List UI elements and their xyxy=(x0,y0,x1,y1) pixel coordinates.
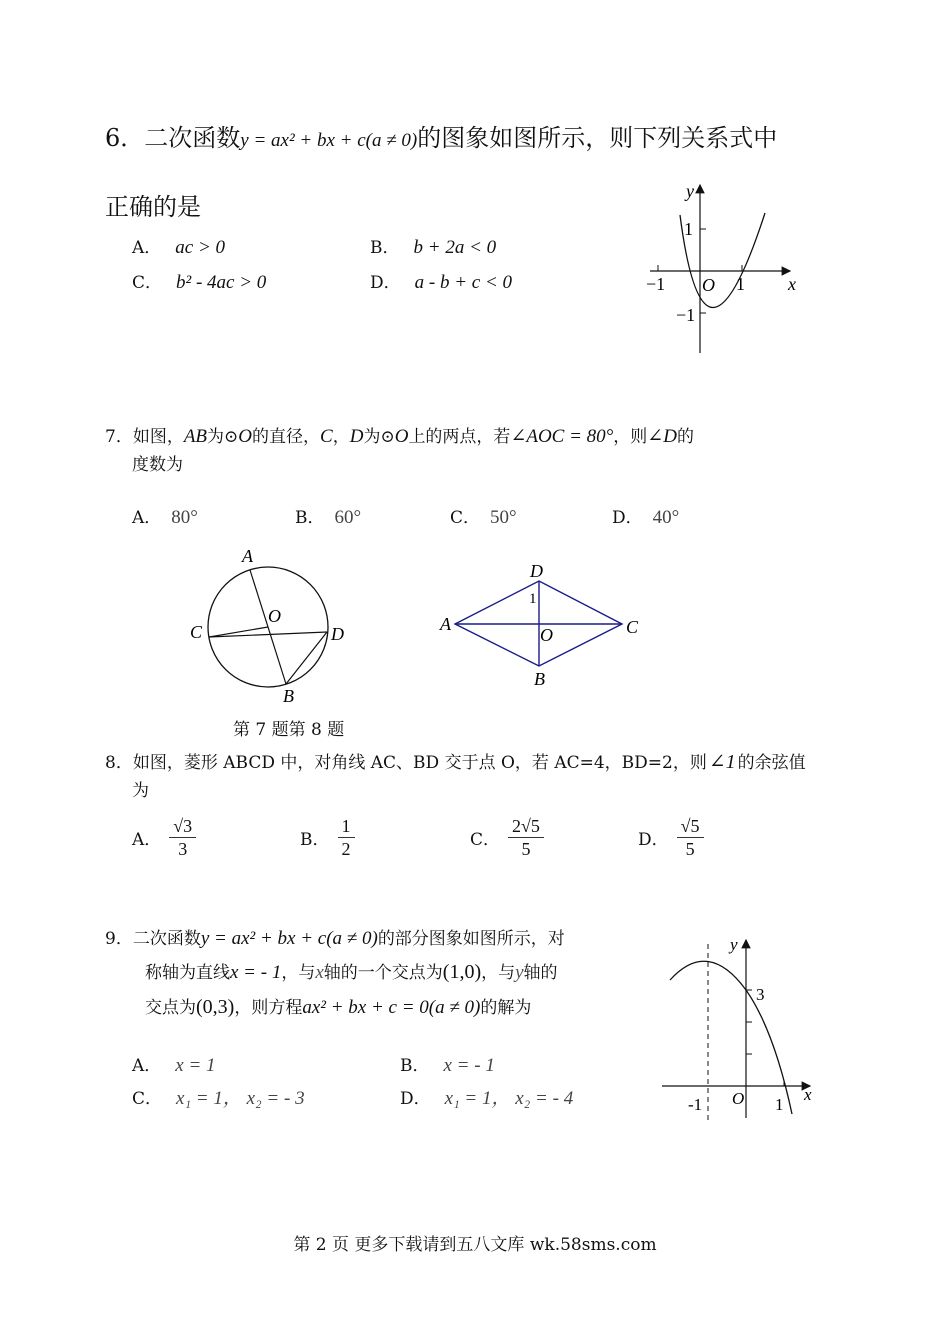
q8-stem: 8．如图，菱形 ABCD 中，对角线 AC、BD 交于点 O，若 AC=4，BD=2，则 ∠1 的余弦值 xyxy=(105,751,806,773)
q6-number: 6． xyxy=(105,124,145,152)
svg-text:1: 1 xyxy=(775,1095,784,1114)
x-tick-1: 1 xyxy=(736,274,745,294)
origin-label: O xyxy=(702,275,715,295)
q8-option-b: B． $\frac{1}{2}$ xyxy=(300,815,355,860)
q6-stem-post: 的图象如图所示，则下列关系式中 xyxy=(417,124,778,152)
segment-db xyxy=(286,632,327,684)
svg-text:1: 1 xyxy=(529,591,537,607)
q6-option-c: C． b² - 4ac > 0 xyxy=(132,272,267,293)
q8-stem-line2: 为 xyxy=(132,781,149,801)
x-label: x xyxy=(788,274,796,294)
q6-option-d: D． a - b + c < 0 xyxy=(370,272,513,293)
q7-stem-line2: 度数为 xyxy=(132,455,183,475)
svg-text:C: C xyxy=(190,622,203,642)
svg-text:A: A xyxy=(440,614,451,634)
y-label: y xyxy=(686,181,694,201)
svg-text:y: y xyxy=(730,935,738,954)
q6-stem-line2: 正确的是 xyxy=(105,193,201,221)
q6-option-b: B． b + 2a < 0 xyxy=(370,237,497,258)
svg-text:O: O xyxy=(540,625,553,645)
q8-option-a: A． $\frac{√3}{3}$ xyxy=(132,815,196,860)
x-tick-neg1: −1 xyxy=(646,274,666,294)
q9-option-b: B． x = - 1 xyxy=(400,1055,495,1076)
svg-text:B: B xyxy=(534,669,545,689)
q9-stem-line3: 交点为(0,3)，则方程ax² + bx + c = 0(a ≠ 0)的解为 xyxy=(145,996,532,1018)
q7-stem: 7．如图，AB为⊙O的直径，C，D为⊙O上的两点，若∠AOC = 80°，则∠D的 xyxy=(105,426,694,447)
q7-option-b: B． 60° xyxy=(295,507,362,528)
q6-stem xyxy=(105,118,777,153)
q6-parabola-graph xyxy=(640,175,810,360)
q8-option-d: D． $\frac{√5}{5}$ xyxy=(638,815,704,860)
y-tick-1: 1 xyxy=(684,219,693,239)
q9-stem-line2: 称轴为直线x = - 1，与x轴的一个交点为(1,0)，与y轴的 xyxy=(145,961,558,983)
q6-formula: y = ax² + bx + c(a ≠ 0) xyxy=(240,130,418,151)
q8-rhombus-figure xyxy=(430,555,650,690)
q9-option-a: A． x = 1 xyxy=(132,1055,216,1076)
figure-caption: 第 7 题第 8 题 xyxy=(233,720,345,740)
q7-option-c: C． 50° xyxy=(450,507,517,528)
parabola-curve xyxy=(670,961,792,1114)
svg-text:O: O xyxy=(732,1089,745,1108)
svg-text:x: x xyxy=(804,1085,812,1104)
svg-text:D: D xyxy=(530,561,543,581)
q6-stem-pre: 二次函数 xyxy=(144,124,241,152)
y-tick-neg1: −1 xyxy=(676,305,696,325)
svg-text:3: 3 xyxy=(756,985,765,1004)
q9-stem-line1: 9．二次函数y = ax² + bx + c(a ≠ 0)的部分图象如图所示，对 xyxy=(105,928,565,949)
q7-option-a: A． 80° xyxy=(132,507,198,528)
svg-text:O: O xyxy=(268,606,281,626)
svg-text:C: C xyxy=(626,617,639,637)
svg-text:D: D xyxy=(331,624,344,644)
svg-text:A: A xyxy=(242,546,253,566)
q7-circle-figure xyxy=(180,540,360,710)
page-footer: 第 2 页 更多下载请到五八文库 wk.58sms.com xyxy=(293,1235,657,1255)
q8-option-c: C． $\frac{2√5}{5}$ xyxy=(470,815,544,860)
svg-text:-1: -1 xyxy=(688,1095,703,1114)
q9-option-c: C． x₁ = 1， x₂ = - 3 xyxy=(132,1088,305,1109)
q9-option-d: D． x₁ = 1， x₂ = - 4 xyxy=(400,1088,574,1109)
q9-parabola-graph xyxy=(650,930,825,1125)
svg-text:B: B xyxy=(283,686,294,706)
q6-option-a: A． ac > 0 xyxy=(132,237,226,258)
q7-option-d: D． 40° xyxy=(612,507,680,528)
